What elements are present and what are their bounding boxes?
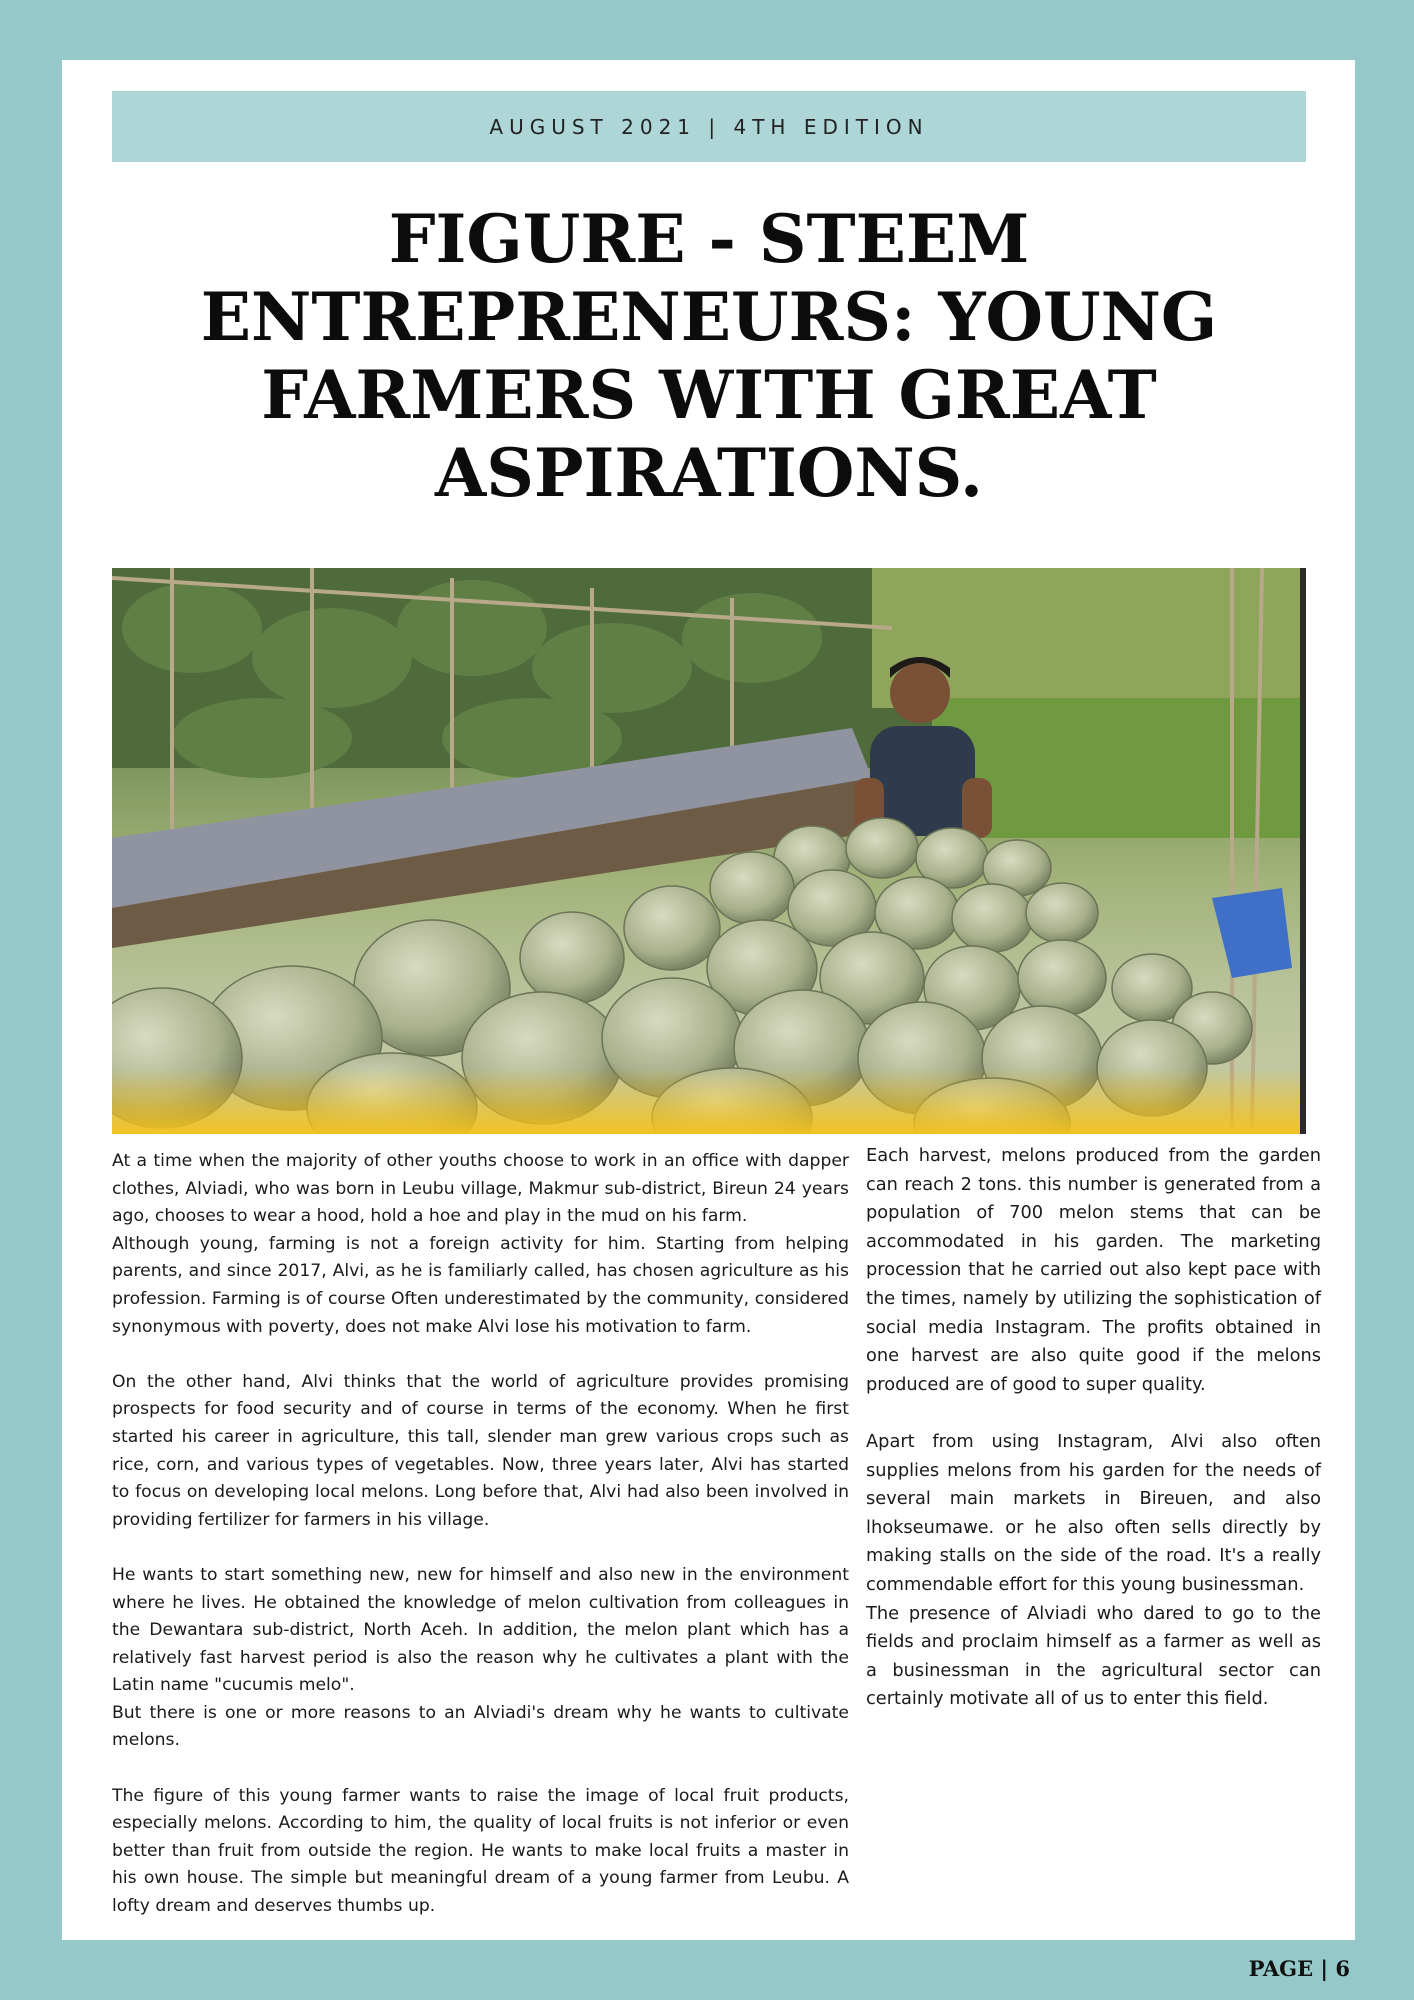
article-paragraph: The figure of this young farmer wants to raise the image of local fruit products, especially melons. According to him, the quality of local fruits is not inferior or even better than fruit from outside the region. He wants to make local fruits a master in his own house. The simple but meaningful dream of a young farmer from Leubu. A lofty dream and deserves thumbs up. [112, 1785, 849, 1917]
article-paragraph: He wants to start something new, new for himself and also new in the environment where he lives. He obtained the knowledge of melon cultivation from colleagues in the Dewantara sub-district, North Aceh. In addition, the melon plant which has a relatively fast harvest period is also the reason why he cultivates a plant with the Latin name "cucumis melo". [112, 1564, 849, 1696]
article-photo [112, 568, 1306, 1134]
melon-harvest-illustration [112, 568, 1306, 1134]
article-right-column [866, 1142, 1321, 1714]
article-paragraph: Apart from using Instagram, Alvi also often supplies melons from his garden for the needs of several main markets in Bireuen, and also lhokseumawe. or he also often sells directly by making stalls on the side of the road. It's a really commendable effort for this young businessman. [866, 1430, 1321, 1595]
page-number: PAGE | 6 [1248, 1956, 1350, 1981]
article-paragraph: But there is one or more reasons to an Alviadi's dream why he wants to cultivate melons. [112, 1702, 849, 1751]
article-title: FIGURE - STEEM ENTREPRENEURS: YOUNG FARMERS WITH GREAT ASPIRATIONS. [200, 200, 1218, 512]
edition-label: AUGUST 2021 | 4TH EDITION [489, 114, 929, 139]
magazine-page [62, 60, 1355, 1940]
article-paragraph: On the other hand, Alvi thinks that the world of agriculture provides promising prospects for food security and of course in terms of the economy. When he first started his career in agriculture, this tall, slender man grew various crops such as rice, corn, and various types of vegetables. Now, three years later, Alvi has started to focus on developing local melons. Long before that, Alvi had also been involved in providing fertilizer for farmers in his village. [112, 1371, 849, 1530]
article-paragraph: Although young, farming is not a foreign activity for him. Starting from helping parents, and since 2017, Alvi, as he is familiarly called, has chosen agriculture as his profession. Farming is of course Often underestimated by the community, considered synonymous with poverty, does not make Alvi lose his motivation to farm. [112, 1233, 849, 1337]
edition-banner [112, 91, 1306, 162]
article-paragraph: The presence of Alviadi who dared to go to the fields and proclaim himself as a farmer as well as a businessman in the agricultural sector can certainly motivate all of us to enter this field. [866, 1602, 1321, 1710]
article-paragraph: At a time when the majority of other youths choose to work in an office with dapper clothes, Alviadi, who was born in Leubu village, Makmur sub-district, Bireun 24 years ago, chooses to wear a hood, hold a hoe and play in the mud on his farm. [112, 1151, 849, 1227]
article-left-column [112, 1148, 849, 1921]
article-paragraph: Each harvest, melons produced from the garden can reach 2 tons. this number is generated from a population of 700 melon stems that can be accommodated in his garden. The marketing procession that he carried out also kept pace with the times, namely by utilizing the sophistication of social media Instagram. The profits obtained in one harvest are also quite good if the melons produced are of good to super quality. [866, 1145, 1321, 1395]
